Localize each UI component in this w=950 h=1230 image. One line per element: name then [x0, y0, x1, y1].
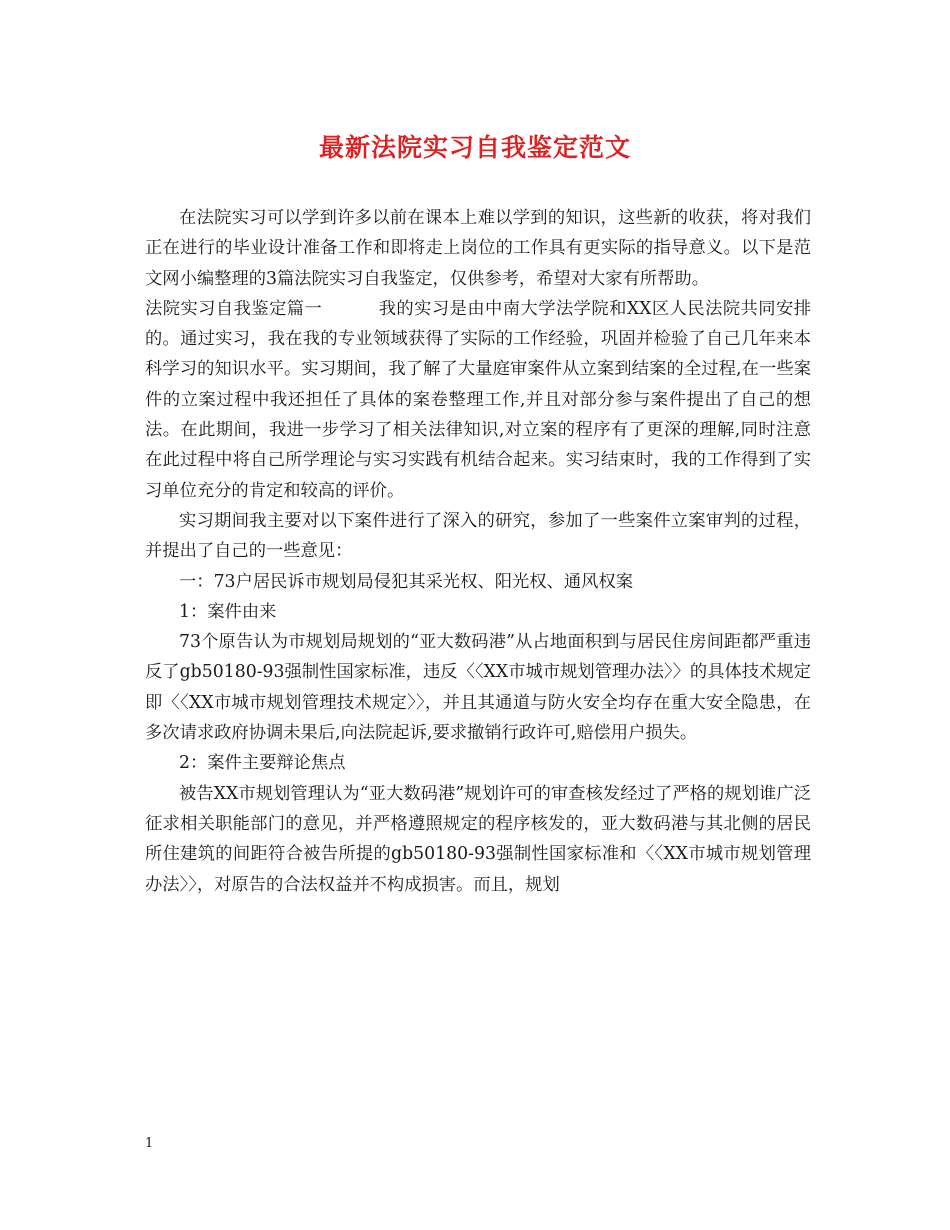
- document-body: [145, 203, 811, 900]
- section1-paragraph: [145, 294, 811, 506]
- section1-body: 我的实习是由中南大学法学院和XX区人民法院共同安排的。通过实习，我在我的专业领域获得了实际的工作经验，巩固并检验了自己几年来本科学习的知识水平。实习期间，我了解了大量庭审案件从立案到结案的全过程,在一些案件的立案过程中我还担任了具体的案卷整理工作,并且对部分参与案件提出了自己的想法。在此期间，我进一步学习了相关法律知识,对立案的程序有了更深的理解,同时注意在此过程中将自己所学理论与实习实践有机结合起来。实习结束时，我的工作得到了实习单位充分的肯定和较高的评价。: [145, 298, 811, 501]
- document-title: 最新法院实习自我鉴定范文: [318, 133, 631, 162]
- intro-paragraph: 在法院实习可以学到许多以前在课本上难以学到的知识，这些新的收获，将对我们正在进行的毕业设计准备工作和即将走上岗位的工作具有更实际的指导意义。以下是范文网小编整理的3篇法院实习自我鉴定，仅供参考，希望对大家有所帮助。: [145, 208, 811, 289]
- case1-debate-heading: 2：案件主要辩论焦点: [179, 753, 346, 774]
- case1-title: 一：73户居民诉市规划局侵犯其采光权、阳光权、通风权案: [179, 571, 634, 592]
- case1-debate-paragraph: 被告XX市规划管理认为“亚大数码港”规划许可的审查核发经过了严格的规划谁广泛征求相关职能部门的意见，并严格遵照规定的程序核发的，亚大数码港与其北侧的居民所住建筑的间距符合被告所提的gb50180-93强制性国家标准和〈〈XX市城市规划管理办法〉〉，对原告的合法权益并不构成损害。而且，规划: [145, 783, 811, 895]
- case1-origin-heading: 1：案件由来: [179, 601, 277, 622]
- page-number: 1: [145, 1136, 154, 1151]
- research-intro-paragraph: 实习期间我主要对以下案件进行了深入的研究，参加了一些案件立案审判的过程，并提出了自己的一些意见：: [145, 510, 811, 562]
- section1-heading: 法院实习自我鉴定篇一: [145, 298, 323, 319]
- case1-origin-paragraph: 73个原告认为市规划局规划的“亚大数码港”从占地面积到与居民住房间距都严重违反了gb50180-93强制性国家标准，违反〈〈XX市城市规划管理办法〉〉的具体技术规定即〈〈XX市城市规划管理技术规定〉〉，并且其通道与防火安全均存在重大安全隐患，在多次请求政府协调未果后,向法院起诉,要求撤销行政许可,赔偿用户损失。: [145, 632, 811, 744]
